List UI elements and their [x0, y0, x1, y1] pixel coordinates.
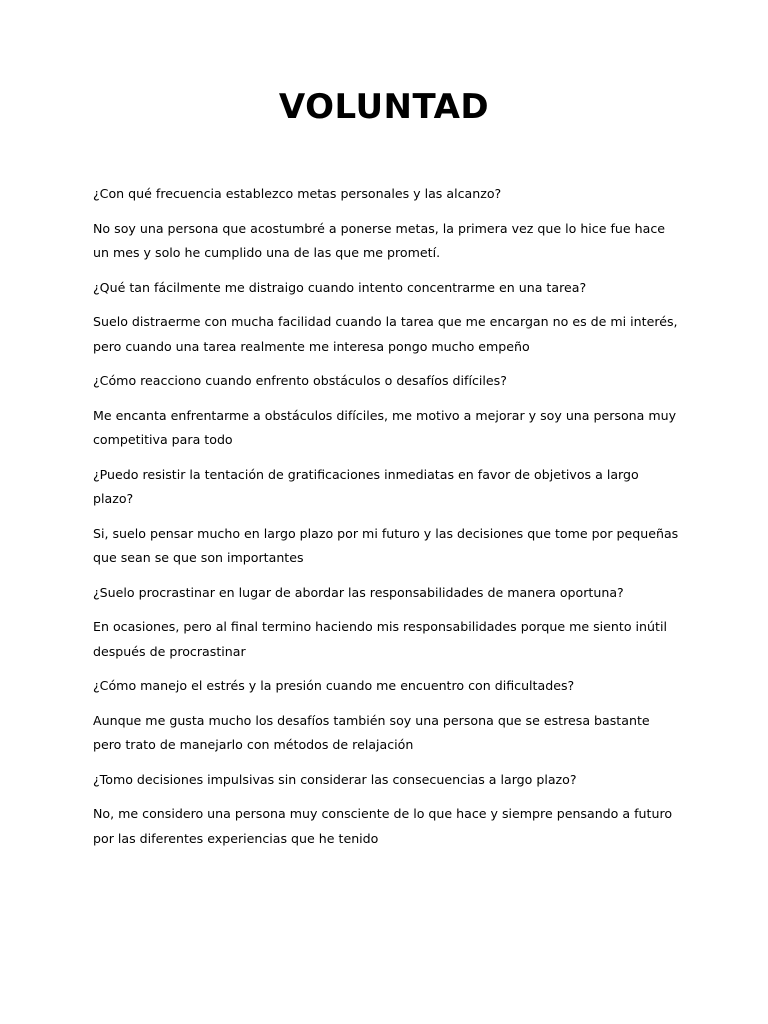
question-4: ¿Puedo resistir la tentación de gratificaciones inmediatas en favor de objetivos a largo plazo? — [93, 466, 639, 506]
question-5: ¿Suelo procrastinar en lugar de abordar las responsabilidades de manera oportuna? — [93, 584, 624, 600]
question-1: ¿Con qué frecuencia establezco metas personales y las alcanzo? — [93, 186, 502, 201]
answer-3: Me encanta enfrentarme a obstáculos difíciles, me motivo a mejorar y soy una persona muy competitiva para todo — [93, 407, 677, 447]
question-6: ¿Cómo manejo el estrés y la presión cuando me encuentro con dificultades? — [93, 678, 575, 693]
question-answer-list — [93, 182, 679, 861]
question-7: ¿Tomo decisiones impulsivas sin considerar las consecuencias a largo plazo? — [93, 771, 577, 787]
document-title: VOLUNTAD — [278, 87, 490, 127]
answer-6: Aunque me gusta mucho los desafíos también soy una persona que se estresa bastante pero trato de manejarlo con métodos de relajación — [93, 712, 650, 752]
question-3: ¿Cómo reacciono cuando enfrento obstáculos o desafíos difíciles? — [93, 373, 507, 388]
question-2: ¿Qué tan fácilmente me distraigo cuando intento concentrarme en una tarea? — [93, 279, 587, 295]
answer-7: No, me considero una persona muy consciente de lo que hace y siempre pensando a futuro por las diferentes experiencias que he tenido — [93, 806, 673, 846]
answer-1: No soy una persona que acostumbré a ponerse metas, la primera vez que lo hice fue hace un mes y solo he cumplido una de las que me prometí. — [93, 220, 666, 260]
answer-4: Si, suelo pensar mucho en largo plazo por mi futuro y las decisiones que tome por pequeñas que sean se que son importantes — [93, 525, 679, 565]
answer-5: En ocasiones, pero al final termino haciendo mis responsabilidades porque me siento inútil después de procrastinar — [93, 619, 667, 659]
answer-2: Suelo distraerme con mucha facilidad cuando la tarea que me encargan no es de mi interés, pero cuando una tarea realmente me interesa pongo mucho empeño — [93, 314, 678, 354]
